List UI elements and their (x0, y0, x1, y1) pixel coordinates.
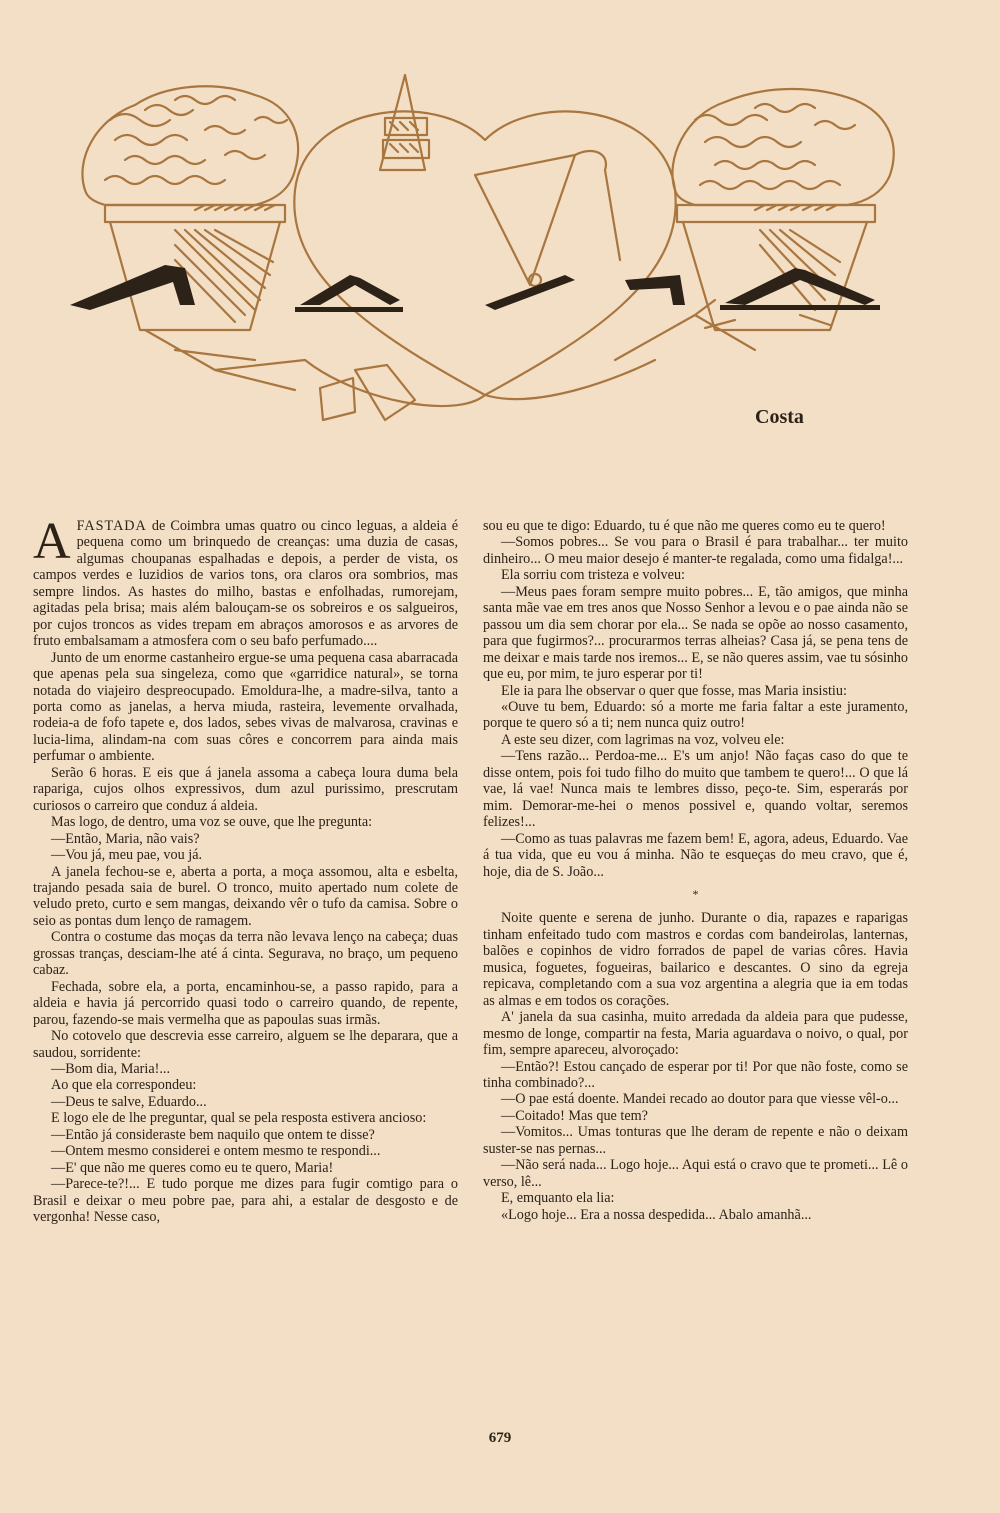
paragraph: de Coimbra umas quatro ou cinco leguas, a aldeia é pequena como um brinquedo de creanças: uma duzia de casas, algumas choupanas espalhadas e depois, a perder de vista, os campos verdes e luzidios de varios tons, ora claros ora sombrios, mas sempre lindos. As hastes do milho, bastas e enfolhadas, rumorejam, agitadas pela brisa; mais além balouçam-se os sobreiros e os salgueiros, por cujos troncos as vides trepam em abraços amorosos e as arvores de fruto embalsamam a atmosfera com o seu bafo perfumado.... (33, 518, 458, 650)
paragraph: «Logo hoje... Era a nossa despedida... Abalo amanhã... (501, 1206, 812, 1223)
paragraph: —Tens razão... Perdoa-me... E's um anjo! Não faças caso do que te disse ontem, pois foi tudo filho do muito que tambem te quero!... O que lá vae, lá vae! Nunca mais te lembres disso, peço-te. Sim, esperarás por mim. Demorar-me-hei o menos possivel e, quando voltar, seremos felizes!... (483, 748, 908, 831)
header-illustration (55, 60, 915, 450)
paragraph: —O pae está doente. Mandei recado ao doutor para que viesse vêl-o... (501, 1091, 899, 1108)
page-number: 679 (488, 1430, 512, 1446)
paragraph: —Somos pobres... Se vou para o Brasil é para trabalhar... ter muito dinheiro... O meu maior desejo é manter-te regalada, como uma fidalga!... (483, 534, 908, 567)
artist-signature: Costa (755, 406, 804, 428)
chevron-accents-icon (70, 265, 880, 312)
paragraph: Mas logo, de dentro, uma voz se ouve, que lhe pregunta: (51, 814, 373, 831)
paragraph: Fechada, sobre ela, a porta, encaminhou-se, a passo rapido, para a aldeia e havia já percorrido quasi todo o carreiro quando, de repente, parou, fazendo-se mais vermelha que as papoulas suas irmãs. (33, 978, 458, 1028)
paragraph: E logo ele de lhe preguntar, qual se pela resposta estivera ancioso: (51, 1110, 427, 1127)
paragraph: —Bom dia, Maria!... (51, 1060, 170, 1077)
paragraph: Junto de um enorme castanheiro ergue-se uma pequena casa abarracada que apenas pela sua singeleza, como que «garridice natural», se torna notada do viajeiro despreocupado. Emoldura-lhe, a madre-silva, tanto a porta como as janelas, a herva miuda, rasteira, levemente orvalhada, rodeia-a de fofo tapete e, dos lados, sebes vivas de malvarosa, cravinas e lucia-lima, alindam-na com suas côres e concorrem para ainda mais perfumar o ambiente. (33, 649, 458, 765)
paragraph: —Então?! Estou cançado de esperar por ti! Por que não foste, como se tinha combinado?... (483, 1058, 908, 1091)
paragraph: —Deus te salve, Eduardo... (51, 1093, 207, 1110)
lantern-icon (380, 75, 429, 170)
paragraph: —Como as tuas palavras me fazem bem! E, agora, adeus, Eduardo. Vae á tua vida, que eu vou á minha. Não te esqueças do meu cravo, que é, hoje, dia de S. João... (483, 830, 908, 880)
paragraph: A janela fechou-se e, aberta a porta, a moça assomou, alta e esbelta, trajando pesada saia de burel. O tronco, muito apertado num colete de veludo preto, curto e sem mangas, deixando vêr o tufo da camisa. Sobre o seio as pontas dum lenço de ramagem. (33, 863, 458, 929)
paragraph: Noite quente e serena de junho. Durante o dia, rapazes e raparigas tinham enfeitado tudo com mastros e cordas com bandeirolas, lanternas, balões e copinhos de vidro forrados de papel de varias côres. Havia musica, foguetes, fogueiras, bailarico e descantes. O sino da egreja repicava, completando com a sua voz argentina a alegria que ia em todas as almas e em todos os corações. (483, 910, 908, 1009)
paragraph: —Então, Maria, não vais? (51, 830, 200, 847)
first-word: FASTADA (76, 518, 147, 534)
paragraph: —E' que não me queres como eu te quero, Maria! (51, 1159, 334, 1176)
paragraph: —Então já consideraste bem naquilo que ontem te disse? (51, 1126, 375, 1143)
paragraph: —Parece-te?!... E tudo porque me dizes para fugir comtigo para o Brasil e deixar o meu pobre pae, para ahi, a estalar de desgosto e de vergonha! Nesse caso, (33, 1176, 458, 1226)
paragraph: A' janela da sua casinha, muito arredada da aldeia para que pudesse, mesmo de longe, compartir na festa, Maria aguardava o noivo, o qual, por fim, sempre apareceu, alvoroçado: (483, 1009, 908, 1059)
paragraph: Ele ia para lhe observar o quer que fosse, mas Maria insistiu: (501, 682, 847, 699)
paragraph: —Coitado! Mas que tem? (501, 1107, 648, 1124)
paragraph: E, emquanto ela lia: (501, 1190, 615, 1207)
opening-paragraph (33, 513, 458, 650)
paragraph: —Meus paes foram sempre muito pobres... E, tão amigos, que minha santa mãe vae em tres anos que Nosso Senhor a levou e o pae ainda não se passou um dia sem chorar por ela... Se nada se opõe ao nosso casamento, para que fugirmos?... procurarmos terras alheias? Casa já, se pena tens de me deixar e mais tarde nos iremos... E, se não queres assim, vae tu sósinho que eu, por mim, te juro esperar por ti! (483, 583, 908, 683)
paragraph: —Vou já, meu pae, vou já. (51, 847, 203, 864)
right-column (483, 518, 908, 1223)
paragraph: Contra o costume das moças da terra não levava lenço na cabeça; duas grossas tranças, desciam-lhe até á cinta. Segurava, no braço, um pequeno cabaz. (33, 929, 458, 979)
paragraph: —Vomitos... Umas tonturas que lhe deram de repente e não o deixam suster-se nas pernas... (483, 1124, 908, 1157)
bell-icon (475, 151, 620, 286)
paragraph: sou eu que te digo: Eduardo, tu é que não me queres como eu te quero! (483, 518, 886, 534)
paragraph: —Não será nada... Logo hoje... Aqui está o cravo que te prometi... Lê o verso, lê... (483, 1157, 908, 1190)
paragraph: —Ontem mesmo considerei e ontem mesmo te respondi... (51, 1143, 381, 1160)
paragraph: «Ouve tu bem, Eduardo: só a morte me faria faltar a este juramento, porque te quero só a ti; nem nunca quiz outro! (483, 698, 908, 732)
paragraph: Ela sorriu com tristeza e volveu: (501, 567, 685, 584)
left-column (33, 513, 458, 1226)
dropcap: A (33, 513, 71, 570)
paragraph: Ao que ela correspondeu: (51, 1077, 197, 1094)
paragraph: A este seu dizer, com lagrimas na voz, volveu ele: (501, 731, 785, 748)
section-separator: * (692, 886, 699, 901)
paragraph: Serão 6 horas. E eis que á janela assoma a cabeça loura duma bela rapariga, cujos olhos expressivos, dum azul purissimo, prescrutam curiosos o carreiro que conduz á aldeia. (33, 764, 458, 814)
rocket-icon (145, 300, 755, 420)
paragraph: No cotovelo que descrevia esse carreiro, alguem se lhe deparara, que a saudou, sorridente: (33, 1028, 458, 1061)
